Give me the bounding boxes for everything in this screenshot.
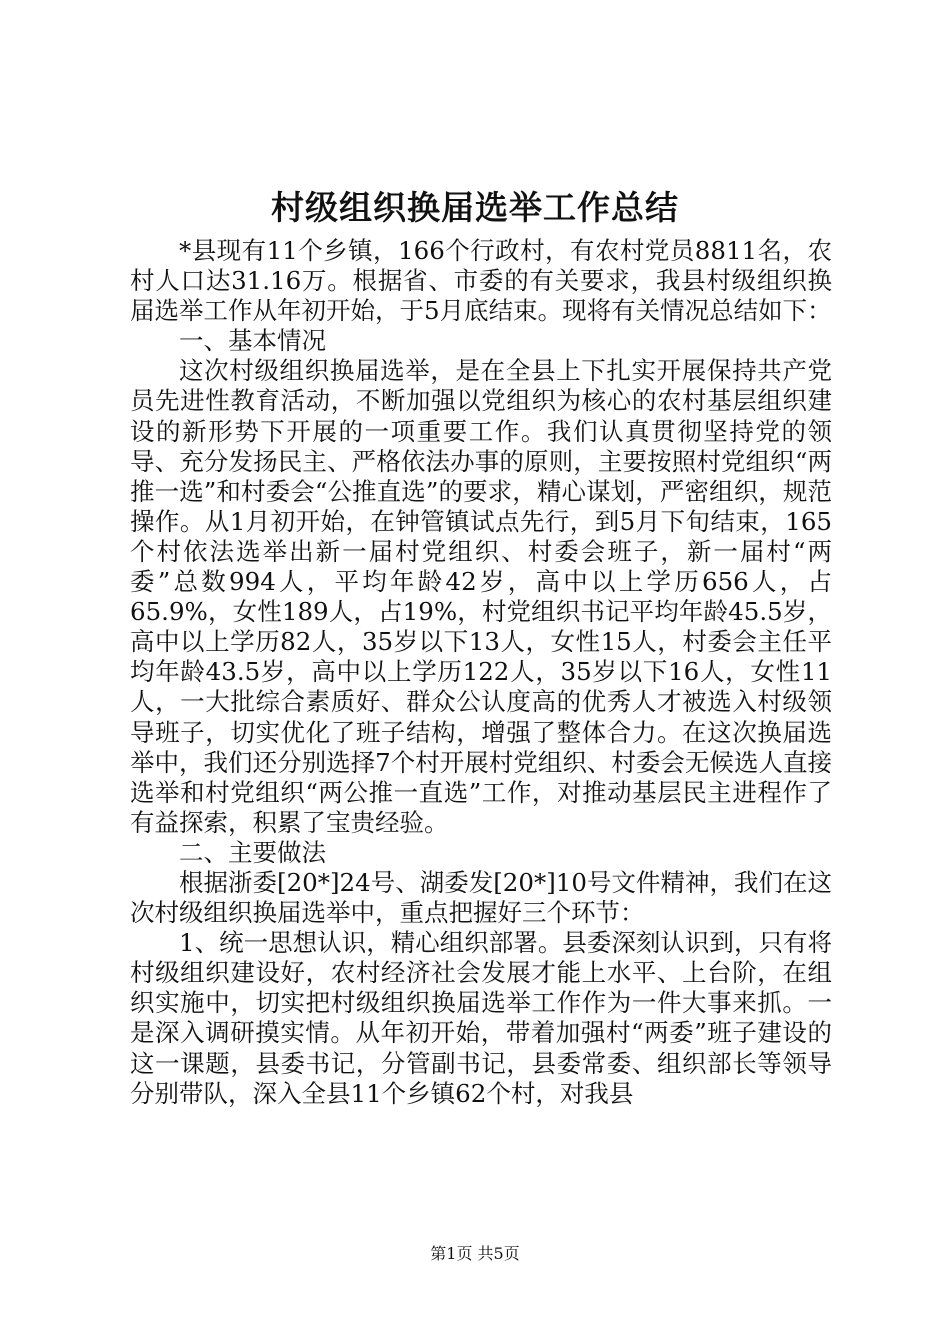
page-footer — [0, 1243, 950, 1265]
section-heading-main-practices: 二、主要做法 — [179, 837, 326, 867]
paragraph-item-1: 1、统一思想认识，精心组织部署。县委深刻认识到，只有将村级组织建设好，农村经济社会发展才能上水平、上台阶，在组织实施中，切实把村级组织换届选举工作作为一件大事来抓。一是深入调研摸实情。从年初开始，带着加强村“两委”班子建设的这一课题，县委书记，分管副书记，县委常委、组织部长等领导分别带队，深入全县11个乡镇62个村，对我县 — [130, 928, 832, 1108]
page-number: 第1页 — [430, 1244, 473, 1263]
paragraph-main-practices: 根据浙委[20*]24号、湖委发[20*]10号文件精神，我们在这次村级组织换届选举中，重点把握好三个环节： — [130, 867, 832, 928]
document-title: 村级组织换届选举工作总结 — [271, 188, 679, 227]
document-body — [130, 236, 832, 1109]
paragraph-basic-situation: 这次村级组织换届选举，是在全县上下扎实开展保持共产党员先进性教育活动，不断加强以党组织为核心的农村基层组织建设的新形势下开展的一项重要工作。我们认真贯彻坚持党的领导、充分发扬民主、严格依法办事的原则，主要按照村党组织“两推一选”和村委会“公推直选”的要求，精心谋划，严密组织，规范操作。从1月初开始，在钟管镇试点先行，到5月下旬结束，165个村依法选举出新一届村党组织、村委会班子，新一届村“两委”总数994人，平均年龄42岁，高中以上学历656人，占65.9%，女性189人，占19%，村党组织书记平均年龄45.5岁，高中以上学历82人，35岁以下13人，女性15人，村委会主任平均年龄43.5岁，高中以上学历122人，35岁以下16人，女性11人，一大批综合素质好、群众公认度高的优秀人才被选入村级领导班子，切实优化了班子结构，增强了整体合力。在这次换届选举中，我们还分别选择7个村开展村党组织、村委会无候选人直接选举和村党组织“两公推一直选”工作，对推动基层民主进程作了有益探索，积累了宝贵经验。 — [130, 356, 832, 837]
page-total: 共5页 — [477, 1244, 520, 1263]
paragraph-intro: *县现有11个乡镇，166个行政村，有农村党员8811名，农村人口达31.16万。根据省、市委的有关要求，我县村级组织换届选举工作从年初开始，于5月底结束。现将有关情况总结如下： — [130, 236, 832, 326]
section-heading-basic-situation: 一、基本情况 — [179, 326, 326, 356]
